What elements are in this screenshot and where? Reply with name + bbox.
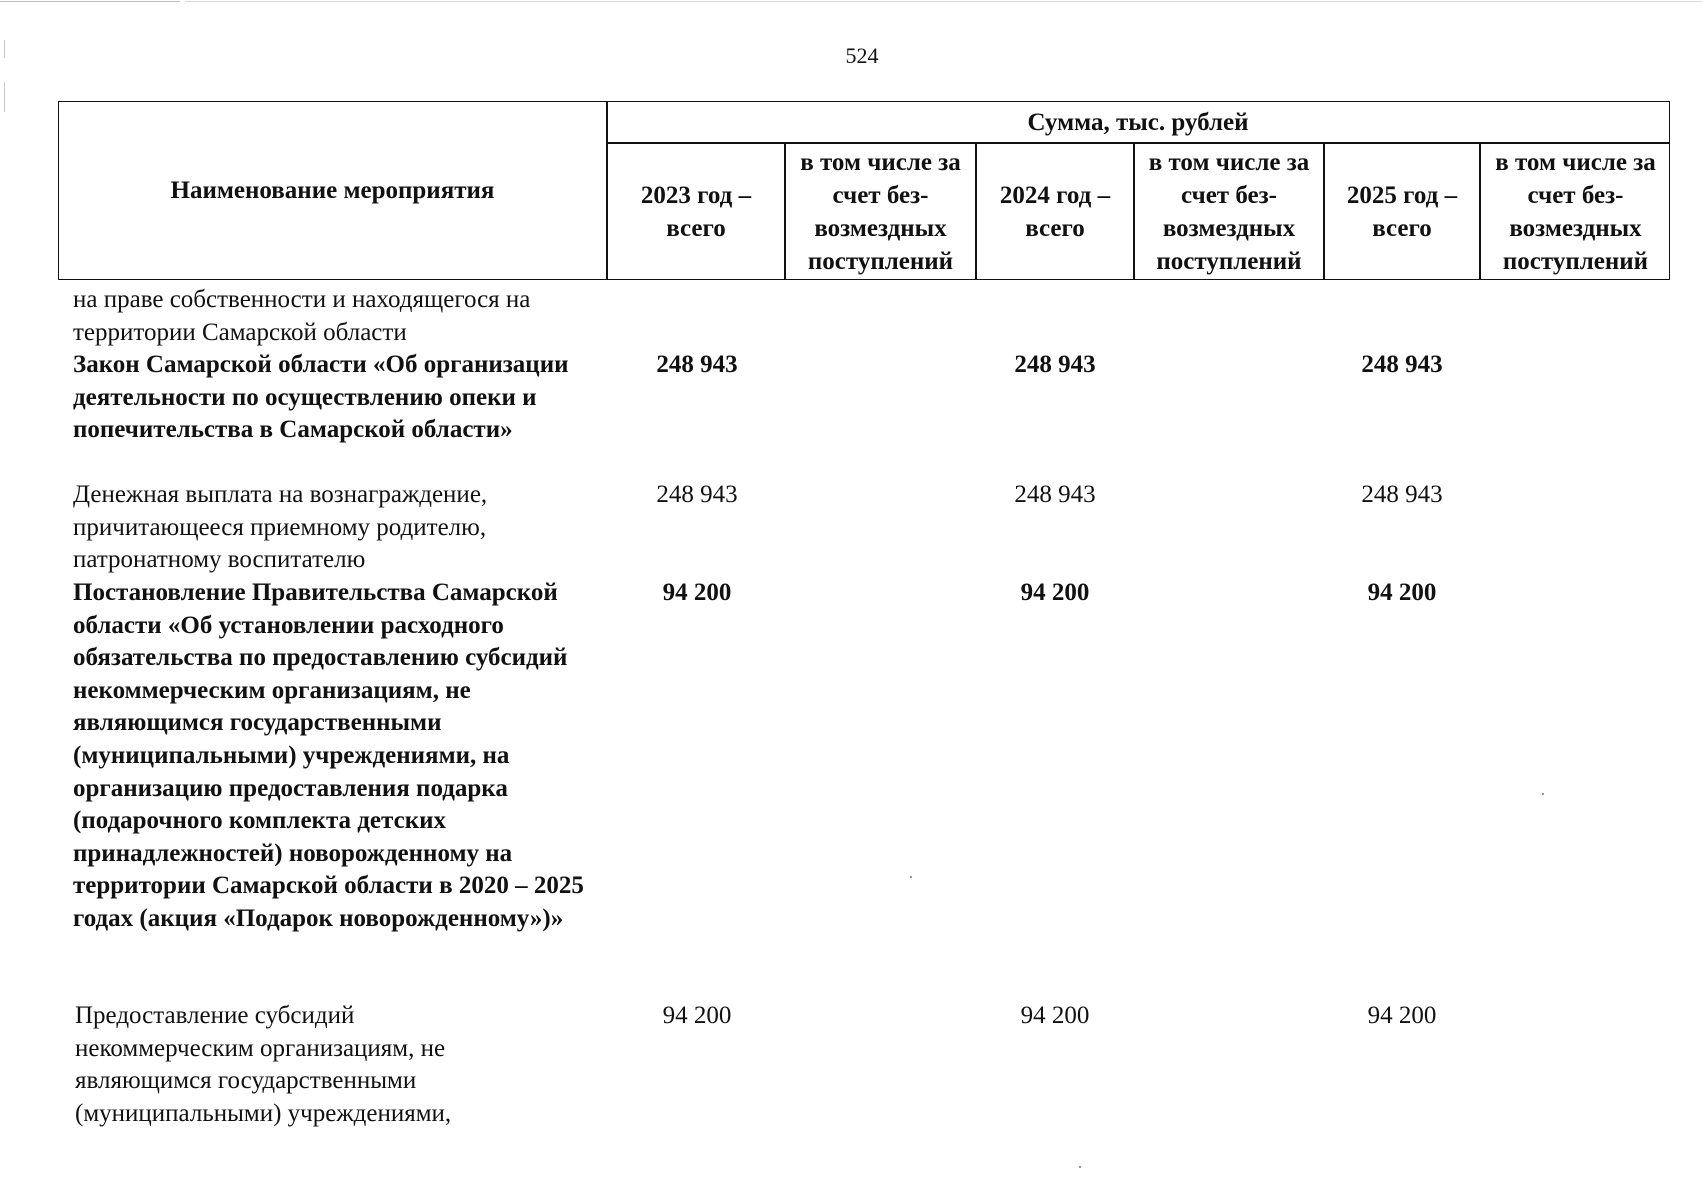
scan-top-rule	[185, 1, 1702, 2]
value-2023-total: 248 943	[656, 481, 738, 508]
value-2024-total: 248 943	[1014, 351, 1096, 378]
header-sum-group: Сумма, тыс. рублей	[1027, 108, 1249, 136]
value-2024-total: 94 200	[1020, 579, 1090, 606]
row-name: на праве собственности и находящегося на территории Самарской области	[73, 286, 531, 346]
row-name: Постановление Правительства Самарской области «Об установлении расходного обязательства по предоставлению субсидий некоммерческим организациям, не являющимся государственными (муниципальными) учреждениями, на организацию предоставления подарка (подарочного комплекта детских принадлежностей) новорожденному на территории Самарской области в 2020 – 2025 годах (акция «Подарок новорожденному»)»	[73, 579, 584, 932]
value-2023-total: 94 200	[662, 1002, 732, 1029]
value-2025-total: 248 943	[1361, 481, 1443, 508]
page-number: 524	[845, 43, 879, 68]
header-2025-total: 2025 год – всего	[1346, 181, 1458, 242]
value-2025-total: 248 943	[1361, 351, 1443, 378]
header-2025-gratuitous: в том числе за счет без-возмездных поступлений	[1495, 148, 1656, 275]
header-2024-gratuitous: в том числе за счет без-возмездных поступлений	[1148, 148, 1310, 275]
value-2025-total: 94 200	[1367, 579, 1437, 606]
value-2023-total: 94 200	[662, 579, 732, 606]
value-2024-total: 248 943	[1014, 481, 1096, 508]
value-2025-total: 94 200	[1367, 1002, 1437, 1029]
table-header	[58, 101, 1670, 280]
row-name: Денежная выплата на вознаграждение, причитающееся приемному родителю, патронатному воспитателю	[73, 481, 488, 574]
header-2023-total: 2023 год – всего	[640, 181, 752, 242]
value-2024-total: 94 200	[1020, 1002, 1090, 1029]
value-2023-total: 248 943	[656, 351, 738, 378]
header-name-column: Наименование мероприятия	[170, 177, 495, 204]
scan-top-rule	[0, 1, 180, 2]
row-name: Закон Самарской области «Об организации деятельности по осуществлению опеки и попечительства в Самарской области»	[73, 351, 569, 444]
scan-speck	[1542, 793, 1544, 795]
scan-speck	[1079, 1166, 1081, 1168]
scan-edge-mark	[4, 82, 5, 112]
header-2023-gratuitous: в том числе за счет без-возмездных поступлений	[800, 148, 961, 275]
scan-speck	[910, 876, 912, 878]
header-2024-total: 2024 год – всего	[999, 181, 1111, 242]
row-name: Предоставление субсидий некоммерческим организациям, не являющимся государственными (муниципальными) учреждениями,	[75, 1002, 452, 1127]
